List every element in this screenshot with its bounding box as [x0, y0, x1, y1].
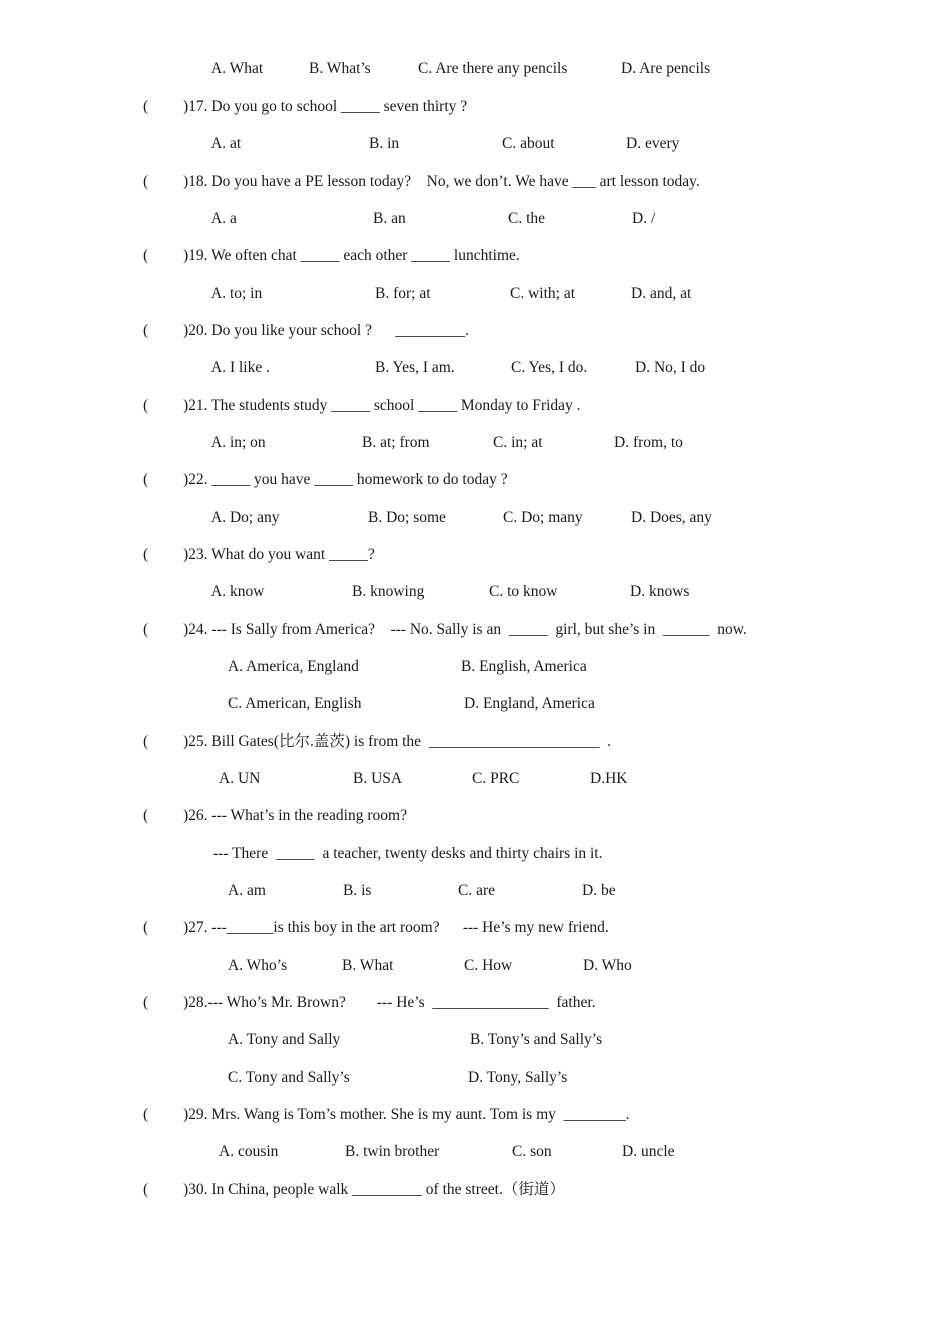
question-26: )26. --- What’s in the reading room?	[183, 807, 407, 824]
q20-option-c: C. Yes, I do.	[511, 359, 588, 376]
question-22: )22. _____ you have _____ homework to do today ?	[183, 471, 508, 488]
q22-option-d: D. Does, any	[631, 509, 712, 526]
answer-paren: (	[143, 322, 149, 339]
answer-paren: (	[143, 1181, 149, 1198]
question-26-continuation: --- There _____ a teacher, twenty desks and thirty chairs in it.	[213, 845, 603, 862]
q24-option-a: A. America, England	[228, 658, 359, 675]
q29-option-a: A. cousin	[219, 1143, 279, 1160]
q19-option-b: B. for; at	[375, 285, 431, 302]
question-29: )29. Mrs. Wang is Tom’s mother. She is my aunt. Tom is my ________.	[183, 1106, 630, 1123]
question-17: )17. Do you go to school _____ seven thirty ?	[183, 98, 468, 115]
q22-option-a: A. Do; any	[211, 509, 280, 526]
q19-option-c: C. with; at	[510, 285, 576, 302]
question-24: )24. --- Is Sally from America? --- No. Sally is an _____ girl, but she’s in ______ now.	[183, 621, 747, 638]
q20-option-b: B. Yes, I am.	[375, 359, 455, 376]
answer-paren: (	[143, 1106, 149, 1123]
q17-option-a: A. at	[211, 135, 242, 152]
q23-option-c: C. to know	[489, 583, 558, 600]
q22-option-c: C. Do; many	[503, 509, 583, 526]
q29-option-b: B. twin brother	[345, 1143, 440, 1160]
q17-option-d: D. every	[626, 135, 680, 152]
q25-option-a: A. UN	[219, 770, 261, 787]
q27-option-d: D. Who	[583, 957, 632, 974]
answer-paren: (	[143, 173, 149, 190]
question-21: )21. The students study _____ school _____ Monday to Friday .	[183, 397, 581, 414]
q18-option-c: C. the	[508, 210, 546, 227]
answer-paren: (	[143, 807, 149, 824]
q28-option-a: A. Tony and Sally	[228, 1031, 341, 1048]
q25-option-c: C. PRC	[472, 770, 520, 787]
q22-option-b: B. Do; some	[368, 509, 446, 526]
q16-option-d: D. Are pencils	[621, 60, 711, 77]
q26-option-c: C. are	[458, 882, 496, 899]
q17-option-c: C. about	[502, 135, 555, 152]
answer-paren: (	[143, 621, 149, 638]
q23-option-d: D. knows	[630, 583, 690, 600]
q16-option-b: B. What’s	[309, 60, 371, 77]
q18-option-a: A. a	[211, 210, 237, 227]
q21-option-b: B. at; from	[362, 434, 430, 451]
answer-paren: (	[143, 471, 149, 488]
q27-option-b: B. What	[342, 957, 394, 974]
question-18: )18. Do you have a PE lesson today? No, we don’t. We have ___ art lesson today.	[183, 173, 700, 190]
answer-paren: (	[143, 397, 149, 414]
q27-option-c: C. How	[464, 957, 513, 974]
answer-paren: (	[143, 919, 149, 936]
answer-paren: (	[143, 994, 149, 1011]
q28-option-d: D. Tony, Sally’s	[468, 1069, 568, 1086]
q18-option-d: D. /	[632, 210, 656, 227]
q19-option-a: A. to; in	[211, 285, 263, 302]
question-25: )25. Bill Gates(比尔.盖茨) is from the ______________________ .	[183, 733, 611, 750]
q25-option-b: B. USA	[353, 770, 403, 787]
q25-option-d: D.HK	[590, 770, 628, 787]
q29-option-c: C. son	[512, 1143, 552, 1160]
answer-paren: (	[143, 247, 149, 264]
answer-paren: (	[143, 546, 149, 563]
q24-option-b: B. English, America	[461, 658, 587, 675]
q26-option-a: A. am	[228, 882, 266, 899]
q20-option-d: D. No, I do	[635, 359, 706, 376]
question-30: )30. In China, people walk _________ of the street.（街道）	[183, 1181, 565, 1198]
answer-paren: (	[143, 733, 149, 750]
question-28: )28.--- Who’s Mr. Brown? --- He’s _______________ father.	[183, 994, 596, 1011]
q23-option-a: A. know	[211, 583, 265, 600]
q21-option-a: A. in; on	[211, 434, 266, 451]
q28-option-c: C. Tony and Sally’s	[228, 1069, 350, 1086]
q20-option-a: A. I like .	[211, 359, 270, 376]
q24-option-c: C. American, English	[228, 695, 362, 712]
q29-option-d: D. uncle	[622, 1143, 675, 1160]
question-23: )23. What do you want _____?	[183, 546, 375, 563]
q21-option-c: C. in; at	[493, 434, 543, 451]
q26-option-d: D. be	[582, 882, 616, 899]
q28-option-b: B. Tony’s and Sally’s	[470, 1031, 603, 1048]
q21-option-d: D. from, to	[614, 434, 683, 451]
q23-option-b: B. knowing	[352, 583, 425, 600]
q18-option-b: B. an	[373, 210, 406, 227]
q24-option-d: D. England, America	[464, 695, 595, 712]
q26-option-b: B. is	[343, 882, 372, 899]
answer-paren: (	[143, 98, 149, 115]
q19-option-d: D. and, at	[631, 285, 692, 302]
question-20: )20. Do you like your school ? _________.	[183, 322, 469, 339]
q17-option-b: B. in	[369, 135, 400, 152]
q16-option-a: A. What	[211, 60, 264, 77]
question-19: )19. We often chat _____ each other _____ lunchtime.	[183, 247, 520, 264]
question-27: )27. ---______is this boy in the art room? --- He’s my new friend.	[183, 919, 609, 936]
q27-option-a: A. Who’s	[228, 957, 288, 974]
q16-option-c: C. Are there any pencils	[418, 60, 568, 77]
